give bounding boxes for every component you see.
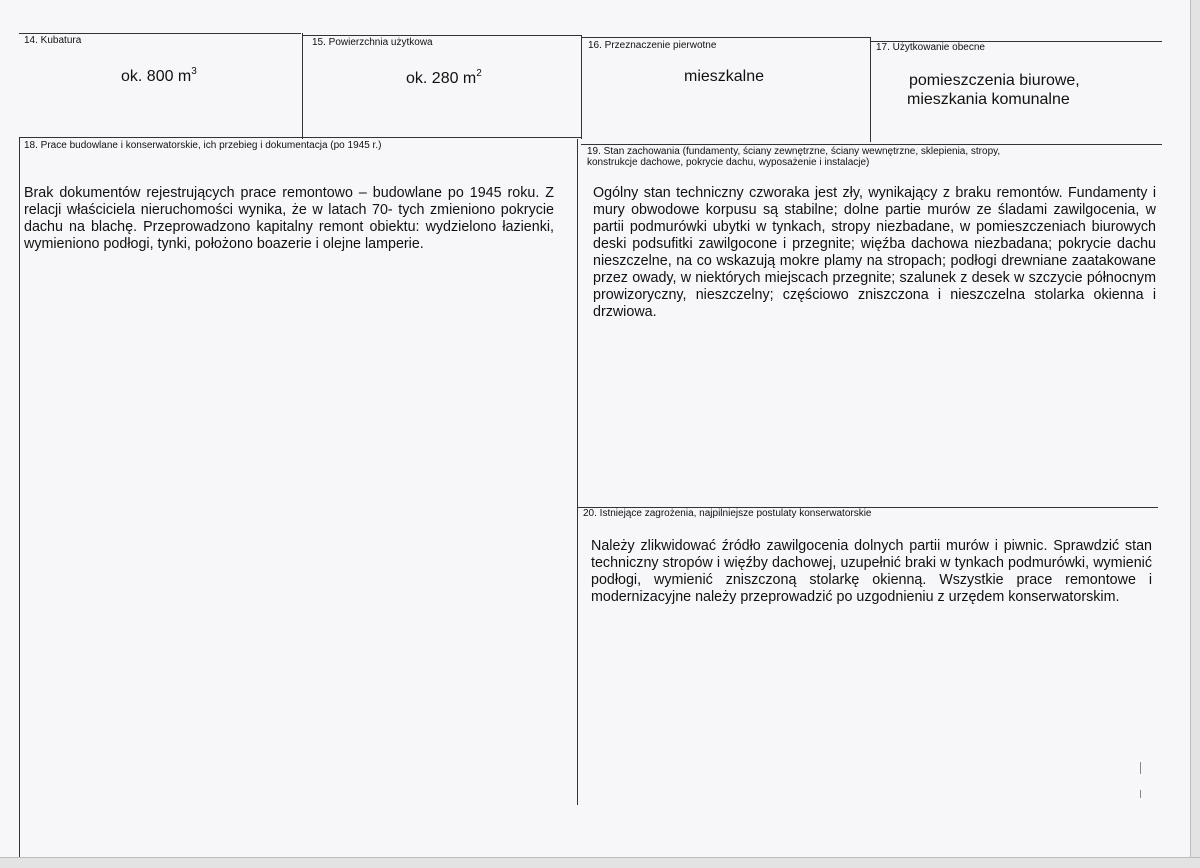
field19-label-line1: 19. Stan zachowania (fundamenty, ściany zewnętrzne, ściany wewnętrzne, sklepienia, stropy, bbox=[587, 146, 1001, 157]
field17-value-line1: pomieszczenia biurowe, bbox=[909, 72, 1080, 89]
field15-superscript: 2 bbox=[476, 68, 482, 79]
field19-text: Ogólny stan techniczny czworaka jest zły, wynikający z braku remontów. Fundamenty i mury obwodowe korpusu są stabilne; dolne partie murów ze śladami zawilgocenia, w partii podmurówki ubytki w tynkach, stropy niezbadane, w pomieszczeniach biurowych deski podsufitki zawilgocone i przegnite; więźba dachowa niezbadana; pokrycie dachu nieszczelne, na co wskazują mokre plamy na stropach; podłogi drewniane zaatakowane przez owady, w niektórych miejscach przegnite; szalunek z desek w szczycie północnym prowizoryczny, nieszczelny; częściowo zniszczona i nieszczelna stolarka okienna i drzwiowa. bbox=[593, 185, 1156, 320]
row1-top-rule bbox=[19, 33, 301, 34]
field18-left-border bbox=[19, 137, 20, 857]
scan-edge-right bbox=[1190, 0, 1200, 867]
row1-divider bbox=[302, 33, 303, 139]
field20-label: 20. Istniejące zagrożenia, najpilniejsze postulaty konserwatorskie bbox=[583, 508, 872, 519]
scan-edge-bottom bbox=[0, 857, 1200, 868]
field17-label: 17. Użytkowanie obecne bbox=[876, 42, 985, 53]
field16-label: 16. Przeznaczenie pierwotne bbox=[588, 40, 717, 51]
field20-text: Należy zlikwidować źródło zawilgocenia dolnych partii murów i piwnic. Sprawdzić stan techniczny stropów i więźby dachowej, uzupełnić braki w tynkach podmurówki, wymienić podłogi, wymienić zniszczoną stolarkę okienną. Wszystkie prace remontowe i modernizacyjne należy przeprowadzić po uzgodnieniu z urzędem konserwatorskim. bbox=[591, 538, 1152, 605]
center-divider bbox=[577, 139, 578, 805]
row2-top-rule bbox=[581, 144, 1162, 145]
field18-label: 18. Prace budowlane i konserwatorskie, ich przebieg i dokumentacja (po 1945 r.) bbox=[24, 140, 382, 151]
field15-label: 15. Powierzchnia użytkowa bbox=[312, 37, 433, 48]
row1-top-rule bbox=[302, 35, 582, 36]
row1-divider bbox=[581, 36, 582, 139]
field18-text: Brak dokumentów rejestrujących prace remontowo – budowlane po 1945 roku. Z relacji właściciela nieruchomości wynika, że w latach 70- tych zmieniono pokrycie dachu na blachę. Przeprowadzono kapitalny remont obiektu: wydzielono łazienki, wymieniono podłogi, tynki, położono boazerie i olejne lamperie. bbox=[24, 185, 554, 252]
field15-value bbox=[406, 64, 482, 88]
field19-label-line2: konstrukcje dachowe, pokrycie dachu, wyposażenie i instalacje) bbox=[587, 157, 870, 168]
field17-value-line2: mieszkania komunalne bbox=[907, 91, 1070, 108]
field14-label: 14. Kubatura bbox=[24, 35, 82, 46]
row1-top-rule bbox=[582, 37, 871, 38]
field16-value: mieszkalne bbox=[684, 68, 765, 85]
field14-value bbox=[121, 62, 197, 86]
scan-mark bbox=[1140, 790, 1141, 798]
field14-superscript: 3 bbox=[191, 66, 197, 77]
field14-text: ok. 800 m bbox=[121, 68, 192, 85]
row1-divider bbox=[870, 38, 871, 142]
row2-top-rule bbox=[19, 137, 581, 138]
field15-text: ok. 280 m bbox=[406, 70, 477, 87]
scan-mark bbox=[1140, 762, 1141, 774]
